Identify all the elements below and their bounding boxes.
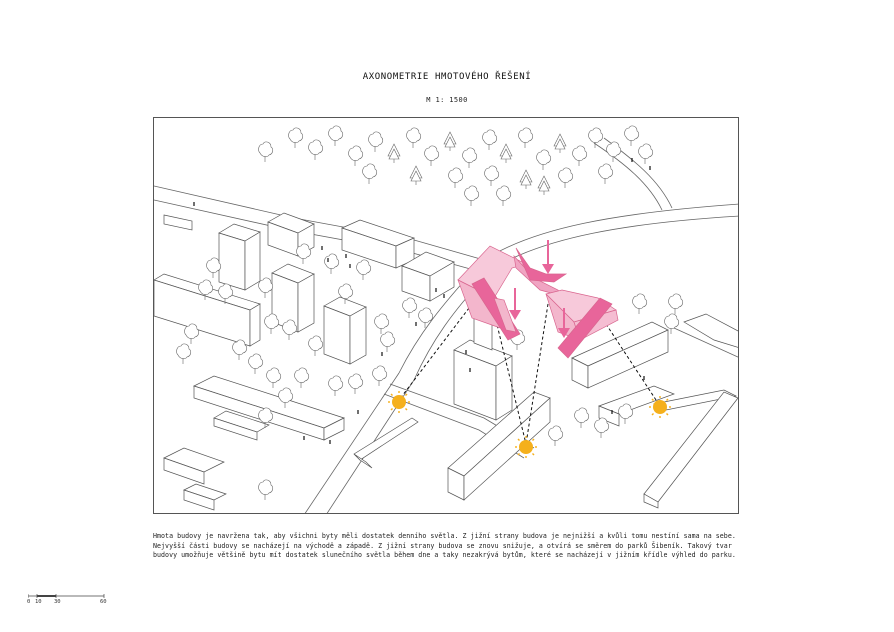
arrow-down-icon bbox=[509, 288, 521, 320]
diagram-title: AXONOMETRIE HMOTOVÉHO ŘEŠENÍ bbox=[362, 72, 532, 82]
scale-label-0: 0 bbox=[27, 599, 31, 605]
arrow-down-icon bbox=[542, 240, 554, 274]
scale-bar bbox=[28, 592, 108, 612]
scale-label-30: 30 bbox=[54, 599, 61, 605]
axonometric-drawing bbox=[153, 117, 739, 514]
scale-label-60: 60 bbox=[100, 599, 107, 605]
scale-label-10: 10 bbox=[35, 599, 42, 605]
description-text: Hmota budovy je navržena tak, aby všichni byty měli dostatek denního světla. Z jižní strany budova je nejnižší a kvůli tomu nestíní sama na sebe. Nejvyšší části budovy se nacházejí na východě a západě. Z jižní strany budova se znovu snižuje, a otvírá se směrem do parků Šibeník. Takový tvar budovy umožňuje většině bytu mít dostatek slunečního světla během dne a taky nezakrývá bytům, které se nacházejí v jižním křídle výhled do parku. bbox=[153, 532, 736, 560]
trees-north bbox=[259, 126, 653, 206]
existing-buildings bbox=[154, 213, 739, 510]
sun-icon bbox=[388, 391, 410, 413]
diagram-scale: M 1: 1500 bbox=[426, 96, 468, 104]
